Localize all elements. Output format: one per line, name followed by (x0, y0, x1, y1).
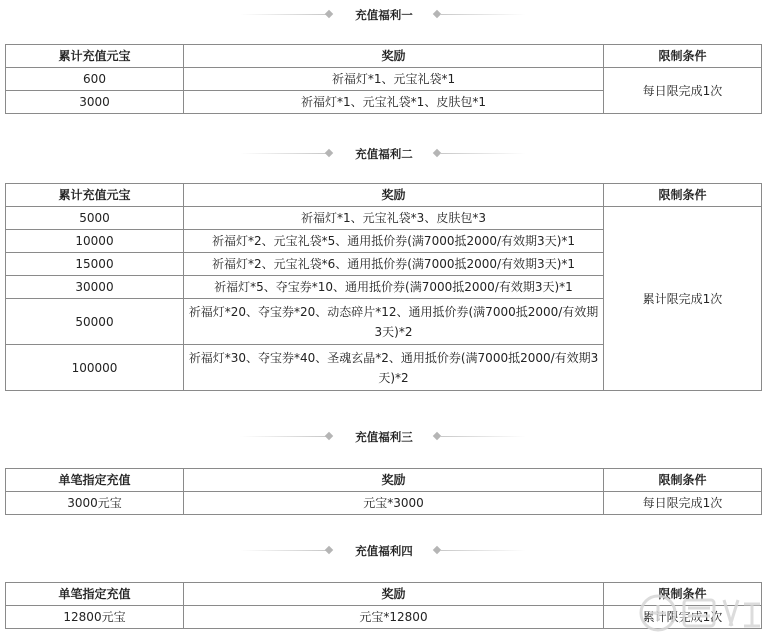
reward-cell: 祈福灯*2、元宝礼袋*5、通用抵价券(满7000抵2000/有效期3天)*1 (184, 230, 604, 253)
reward-cell: 元宝*12800 (184, 606, 604, 629)
table-header-row (6, 583, 762, 606)
heading-rule-right (440, 14, 526, 15)
section-title: 充值福利四 (355, 544, 413, 558)
limit-cell: 累计限完成1次 (604, 606, 762, 629)
header-amount: 累计充值元宝 (6, 184, 184, 207)
heading-rule-right (440, 550, 526, 551)
header-amount: 单笔指定充值 (6, 469, 184, 492)
amount-cell: 12800元宝 (6, 606, 184, 629)
table-header-row (6, 184, 762, 207)
section-title: 充值福利三 (355, 430, 413, 444)
heading-rule-left (240, 153, 326, 154)
table-row (6, 68, 762, 91)
table-row (6, 492, 762, 515)
section-title: 充值福利二 (355, 147, 413, 161)
header-reward: 奖励 (184, 45, 604, 68)
amount-cell: 10000 (6, 230, 184, 253)
heading-rule-right (440, 436, 526, 437)
amount-cell: 30000 (6, 276, 184, 299)
amount-cell: 50000 (6, 299, 184, 345)
reward-table-2 (5, 183, 762, 391)
reward-table-4 (5, 582, 762, 629)
heading-rule-left (240, 436, 326, 437)
table-header-row (6, 469, 762, 492)
diamond-ornament-icon (325, 149, 333, 157)
reward-cell: 祈福灯*2、元宝礼袋*6、通用抵价券(满7000抵2000/有效期3天)*1 (184, 253, 604, 276)
reward-table-3 (5, 468, 762, 515)
reward-cell: 祈福灯*1、元宝礼袋*3、皮肤包*3 (184, 207, 604, 230)
header-limit: 限制条件 (604, 583, 762, 606)
header-amount: 累计充值元宝 (6, 45, 184, 68)
section-heading-4 (0, 541, 768, 561)
header-reward: 奖励 (184, 184, 604, 207)
header-limit: 限制条件 (604, 469, 762, 492)
diamond-ornament-icon (325, 546, 333, 554)
limit-cell: 累计限完成1次 (604, 207, 762, 391)
diamond-ornament-icon (325, 432, 333, 440)
header-limit: 限制条件 (604, 45, 762, 68)
section-title: 充值福利一 (355, 8, 413, 22)
section-heading-2 (0, 144, 768, 164)
table-row (6, 207, 762, 230)
header-limit: 限制条件 (604, 184, 762, 207)
reward-cell: 祈福灯*5、夺宝券*10、通用抵价券(满7000抵2000/有效期3天)*1 (184, 276, 604, 299)
reward-cell: 祈福灯*1、元宝礼袋*1、皮肤包*1 (184, 91, 604, 114)
reward-cell: 祈福灯*1、元宝礼袋*1 (184, 68, 604, 91)
table-row (6, 606, 762, 629)
header-amount: 单笔指定充值 (6, 583, 184, 606)
amount-cell: 100000 (6, 345, 184, 391)
section-heading-3 (0, 427, 768, 447)
amount-cell: 3000元宝 (6, 492, 184, 515)
header-reward: 奖励 (184, 583, 604, 606)
table-header-row (6, 45, 762, 68)
header-reward: 奖励 (184, 469, 604, 492)
heading-rule-right (440, 153, 526, 154)
reward-table-1 (5, 44, 762, 114)
diamond-ornament-icon (325, 10, 333, 18)
amount-cell: 5000 (6, 207, 184, 230)
amount-cell: 600 (6, 68, 184, 91)
limit-cell: 每日限完成1次 (604, 492, 762, 515)
reward-cell: 祈福灯*30、夺宝券*40、圣魂玄晶*2、通用抵价券(满7000抵2000/有效期3天)*2 (184, 345, 604, 391)
amount-cell: 15000 (6, 253, 184, 276)
reward-cell: 祈福灯*20、夺宝券*20、动态碎片*12、通用抵价券(满7000抵2000/有效期3天)*2 (184, 299, 604, 345)
limit-cell: 每日限完成1次 (604, 68, 762, 114)
reward-cell: 元宝*3000 (184, 492, 604, 515)
section-heading-1 (0, 5, 768, 25)
heading-rule-left (240, 14, 326, 15)
amount-cell: 3000 (6, 91, 184, 114)
heading-rule-left (240, 550, 326, 551)
